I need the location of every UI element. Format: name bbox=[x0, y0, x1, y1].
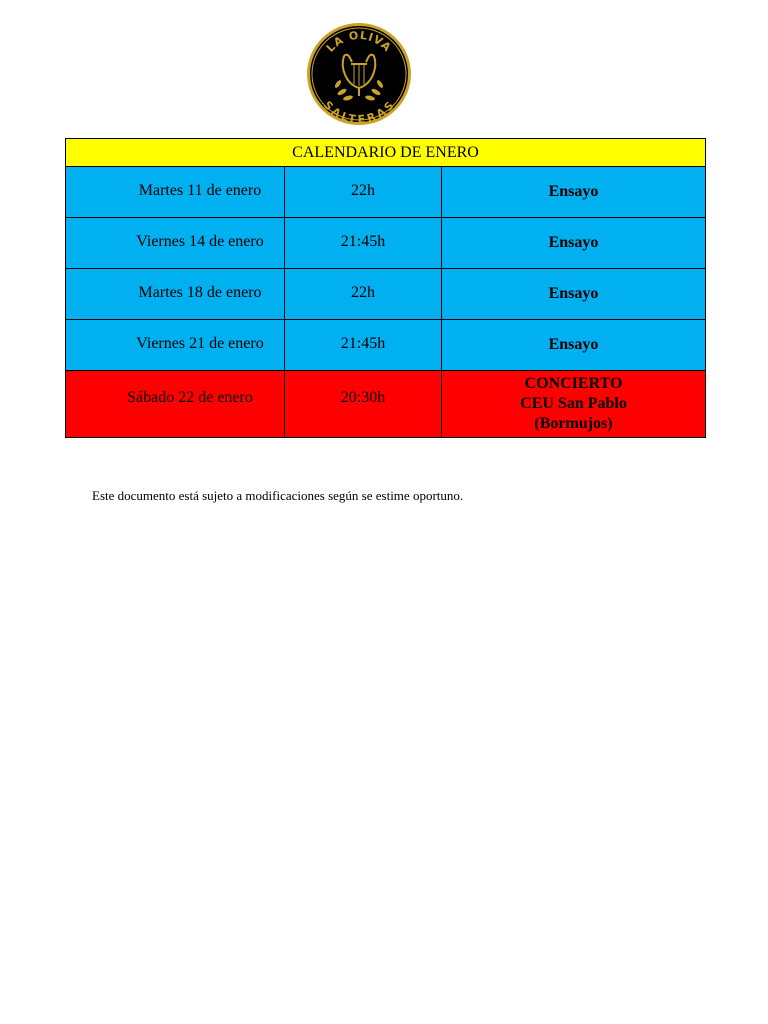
table-row bbox=[66, 320, 706, 371]
date-cell: Viernes 14 de enero bbox=[66, 218, 285, 269]
event-cell bbox=[442, 371, 706, 438]
table-row bbox=[66, 167, 706, 218]
calendar-title-row bbox=[66, 139, 706, 167]
date-cell: Sábado 22 de enero bbox=[66, 371, 285, 438]
date-cell: Martes 11 de enero bbox=[66, 167, 285, 218]
calendar-table bbox=[65, 138, 706, 438]
time-cell: 21:45h bbox=[285, 320, 442, 371]
time-cell: 20:30h bbox=[285, 371, 442, 438]
svg-text:LA OLIVA: LA OLIVA bbox=[323, 28, 395, 55]
event-line: CONCIERTO bbox=[524, 375, 623, 392]
disclaimer-note: Este documento está sujeto a modificaciones según se estime oportuno. bbox=[92, 488, 464, 503]
svg-text:SALTERAS: SALTERAS bbox=[320, 98, 398, 126]
la-oliva-salteras-logo bbox=[306, 22, 412, 126]
event-cell: Ensayo bbox=[442, 218, 706, 269]
table-row bbox=[66, 371, 706, 438]
table-row bbox=[66, 218, 706, 269]
event-line: (Bormujos) bbox=[534, 415, 613, 432]
event-cell: Ensayo bbox=[442, 269, 706, 320]
table-row bbox=[66, 269, 706, 320]
date-cell: Martes 18 de enero bbox=[66, 269, 285, 320]
date-cell: Viernes 21 de enero bbox=[66, 320, 285, 371]
time-cell: 22h bbox=[285, 269, 442, 320]
calendar-title: CALENDARIO DE ENERO bbox=[66, 139, 706, 167]
time-cell: 21:45h bbox=[285, 218, 442, 269]
event-line: CEU San Pablo bbox=[520, 395, 627, 412]
time-cell: 22h bbox=[285, 167, 442, 218]
event-cell: Ensayo bbox=[442, 167, 706, 218]
event-cell: Ensayo bbox=[442, 320, 706, 371]
